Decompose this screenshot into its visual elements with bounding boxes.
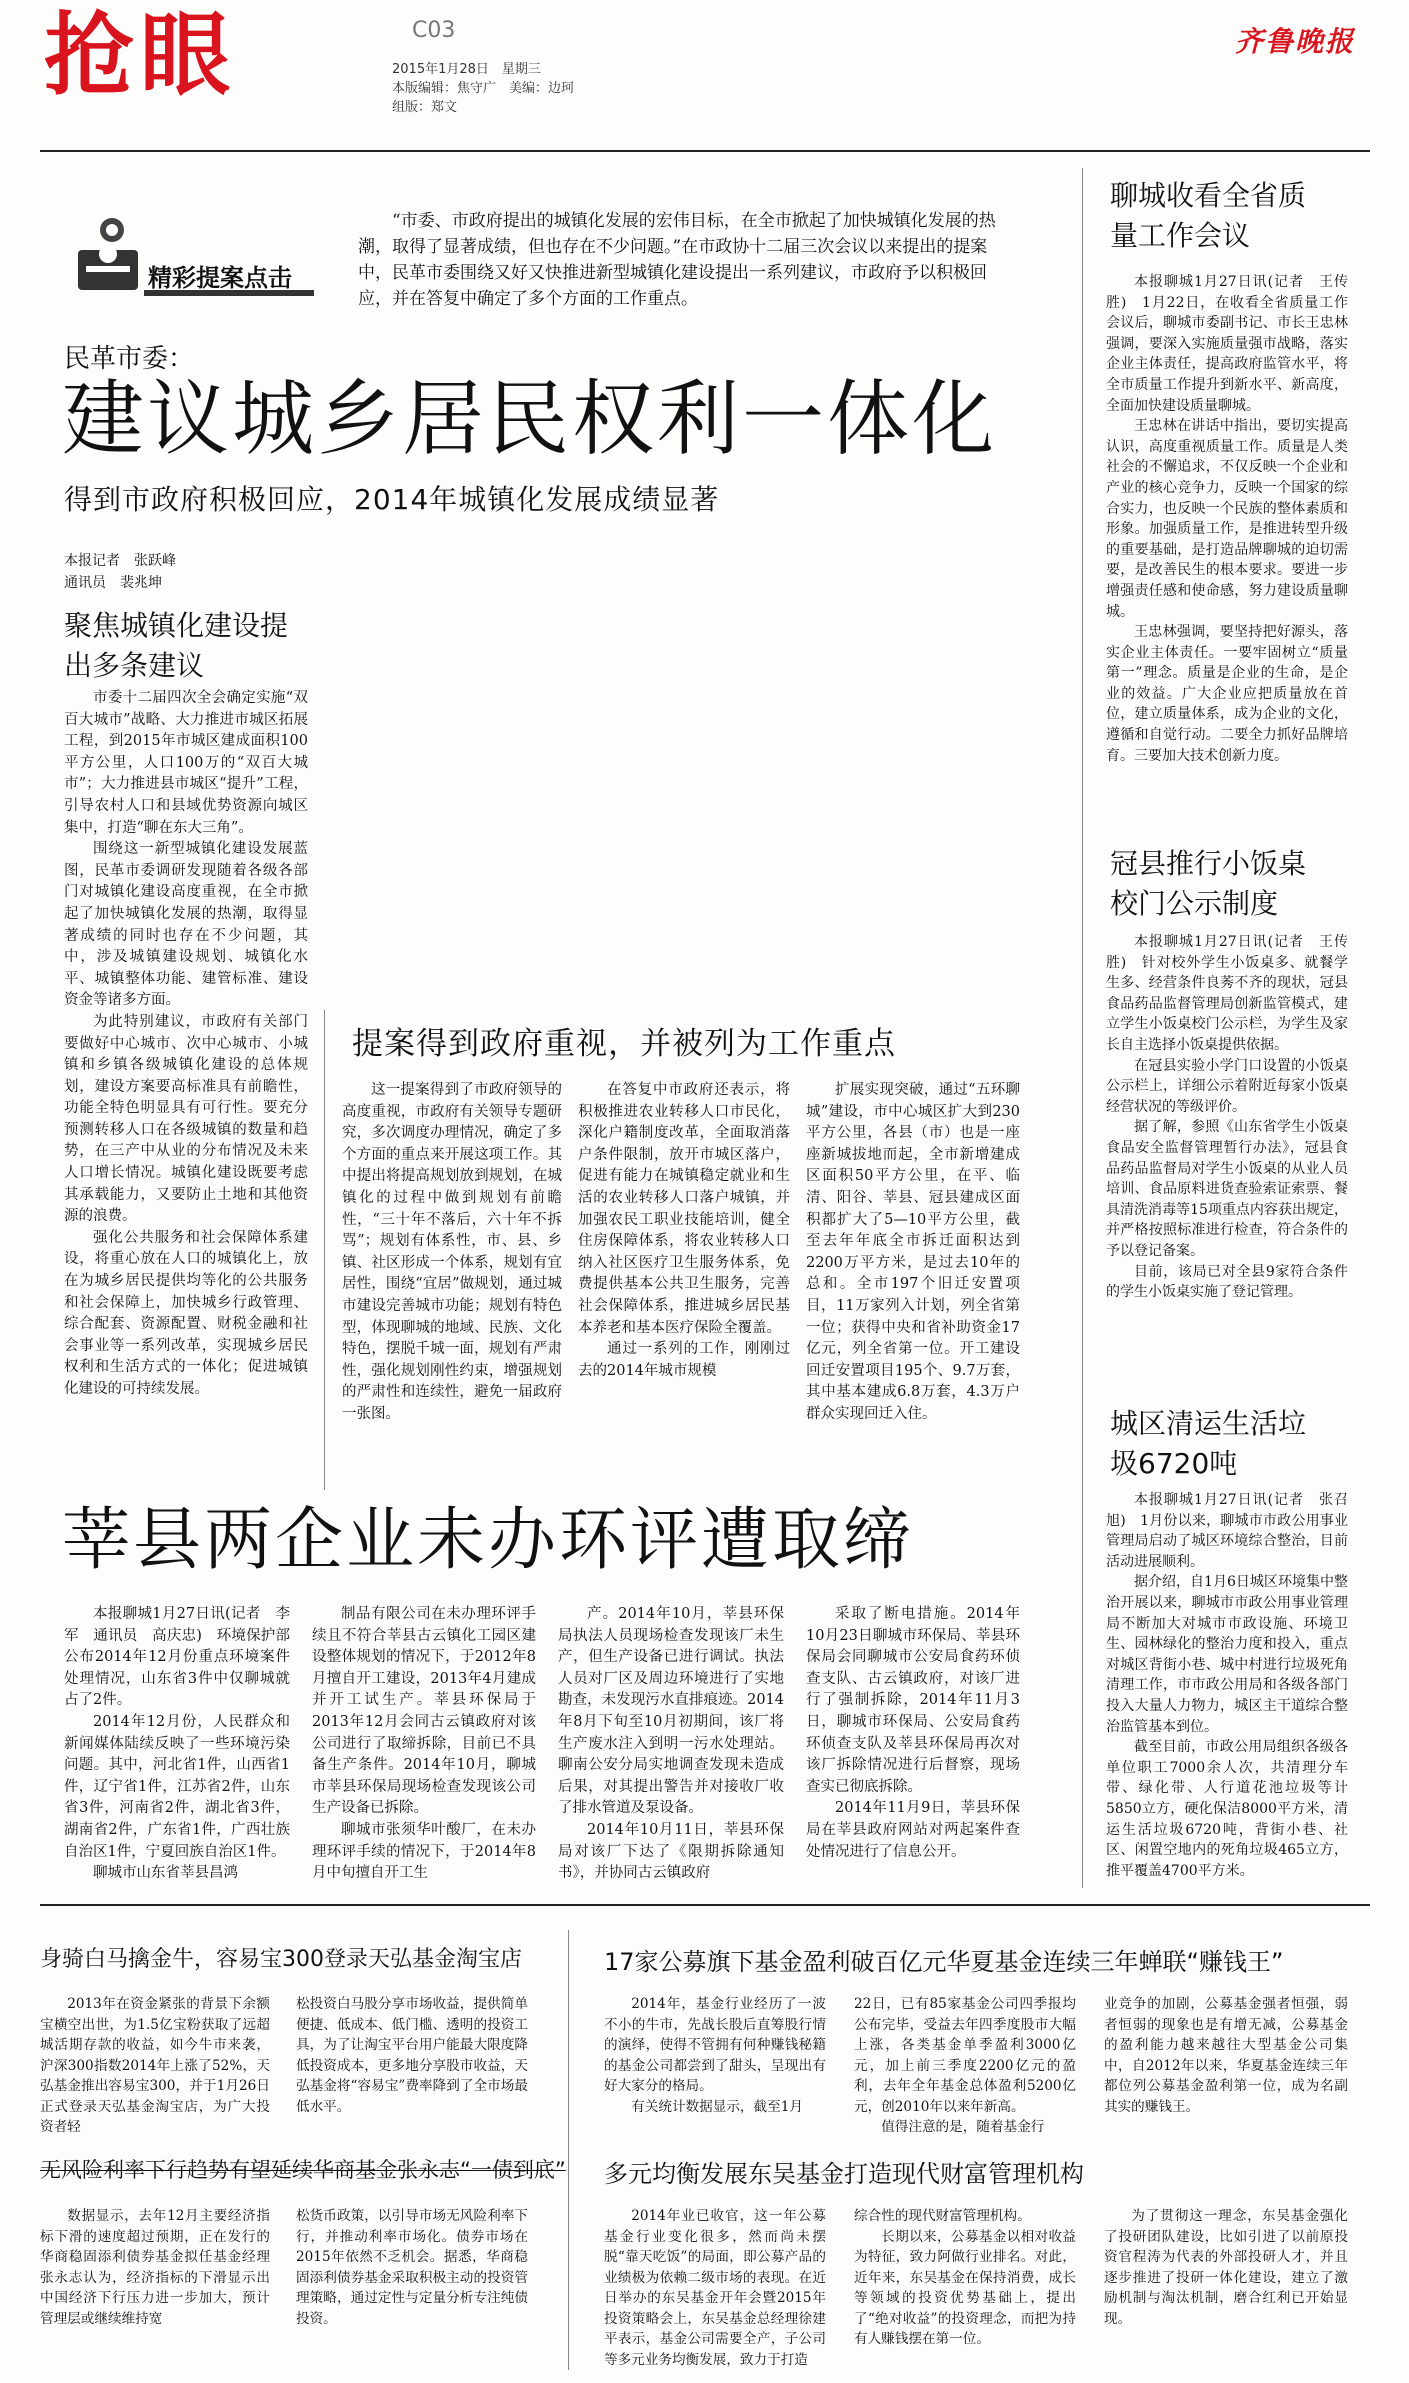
masthead-rule [40,150,1370,152]
finance-title-b: 17家公募旗下基金盈利破百亿元华夏基金连续三年蝉联“赚钱王” [604,1948,1284,1976]
byline-correspondent: 通讯员 裴兆坤 [64,575,162,591]
paragraph: 业竞争的加剧，公募基金强者恒强，弱者恒弱的现象也是有增无减，公募基金的盈利能力越来越往大型基金公司集中，自2012年以来，华夏基金连续三年都位列公募基金盈利第一位，成为名副其实的赚钱王。 [1104,1996,1348,2115]
sidebar-item-body [1106,272,1348,832]
feature-col-3 [578,1080,790,1470]
paragraph: 有关统计数据显示，截至1月 [631,2098,803,2115]
paragraph: 本报聊城1月27日讯(记者 李军 通讯员 高庆忠) 环境保护部公布2014年12月份重点环境案件处理情况，山东省3件中仅聊城就占了2件。 [64,1606,290,1709]
finance-text-b3 [1104,1994,1348,2144]
paragraph: 2014年10月11日，莘县环保局对该厂下达了《限期拆除通知书》，并协同古云镇政府 [558,1821,784,1882]
paragraph: 在答复中市政府还表示，将积极推进农业转移人口市民化，深化户籍制度改革，全面取消落户条件限制，放开市城区落户，促进有能力在城镇稳定就业和生活的农业转移人口落户城镇，并加强农民工职业技能培训，健全住房保障体系，将农业转移人口纳入社区医疗卫生服务体系，免费提供基本公共卫生服务，完善社会保障体系，推进城乡居民基本养老和基本医疗保险全覆盖。 [578,1082,790,1336]
finance-title-c: 无风险利率下行趋势有望延续华商基金张永志“一债到底” [40,2158,566,2182]
finance-text-d3 [1104,2206,1348,2366]
section-heading-1: 聚焦城镇化建设提出多条建议 [64,609,289,682]
finance-title-d: 多元均衡发展东吴基金打造现代财富管理机构 [604,2160,1084,2188]
badge-label: 精彩提案点击 [148,264,292,292]
paragraph: 围绕这一新型城镇化建设发展蓝图，民革市委调研发现随着各级各部门对城镇化建设高度重视，在全市掀起了加快城镇化发展的热潮，取得显著成绩的同时也存在不少问题，其中，涉及城镇建设规划、城镇化水平、城镇整体功能、建管标准、建设资金等诸多方面。 [64,841,308,1009]
paper-name: 齐鲁晚报 [1234,25,1355,58]
paragraph: 2014年业已收官，这一年公募基金行业变化很多，然而尚未摆脱“靠天吃饭”的局面，即公募产品的业绩极为依赖二级市场的表现。在近日举办的东吴基金开年会暨2015年投资策略会上，东吴基金总经理徐建平表示，基金公司需要全产，子公司等多元业务均衡发展，致力于打造 [604,2208,826,2368]
paragraph: 据介绍，自1月6日城区环境集中整治开展以来，聊城市市政公用事业管理局不断加大对城市市政设施、环境卫生、园林绿化的整治力度和投入，重点对城区背街小巷、城中村进行垃圾死角清理工作，市市政公用局和各级各部门投入大量人力物力，城区主干道综合整治监管基本到位。 [1106,1574,1348,1735]
paragraph: 采取了断电措施。2014年10月23日聊城市环保局、莘县环保局会同聊城市公安局食药环侦查支队、古云镇政府，对该厂进行了强制拆除，2014年11月3日，聊城市环保局、公安局食药环侦查支队及莘县环保局再次对该厂拆除情况进行后督察，现场查实已彻底拆除。 [806,1606,1020,1795]
sidebar-item-body [1106,932,1348,1410]
finance-text-b1 [604,1994,826,2144]
column-divider [568,1930,569,2370]
sidebar-item-title: 城区清运生活垃圾6720吨 [1110,1407,1307,1480]
section-title: 抢眼 [44,3,236,108]
paragraph: 本报聊城1月27日讯(记者 张召旭) 1月份以来，聊城市市政公用事业管理局启动了城区环境综合整治，目前活动进展顺利。 [1106,1492,1348,1570]
paragraph: 2014年11月9日，莘县环保局在莘县政府网站对两起案件查处情况进行了信息公开。 [806,1800,1020,1860]
paragraph: 数据显示，去年12月主要经济指标下滑的速度超过预期，正在发行的华商稳固添利债券基金拟任基金经理张永志认为，经济指标的下滑显示出中国经济下行压力进一步加大，预计管理层或继续维持宽 [40,2208,270,2327]
paragraph: 2014年12月份，人民群众和新闻媒体陆续反映了一些环境污染问题。其中，河北省1件，山西省1件，辽宁省1件，江苏省2件，山东省3件，河南省2件，湖北省3件，湖南省2件，广东省1件，广西壮族自治区1件，宁夏回族自治区1件。 [64,1713,290,1860]
paragraph: 为此特别建议，市政府有关部门要做好中心城市、次中心城市、小城镇和乡镇各级城镇化建设的总体规划，建设方案要高标准具有前瞻性，功能全特色明显具有可行性。要充分预测转移人口在各级城镇的数量和趋势，在三产中从业的分布情况及未来人口增长情况。城镇化建设既要考虑其承载能力，又要防止土地和其他资源的浪费。 [64,1013,308,1225]
lead-paragraph: “市委、市政府提出的城镇化发展的宏伟目标，在全市掀起了加快城镇化发展的热潮，取得了显著成绩，但也存在不少问题。”在市政协十二届三次会议以来提出的提案中，民革市委围绕又好又快推进新型城镇化建设提出一系列建议，市政府予以积极回应，并在答复中确定了多个方面的工作重点。 [358,211,996,309]
paragraph: 目前，该局已对全县9家符合条件的学生小饭桌实施了登记管理。 [1106,1263,1348,1301]
byline [64,550,176,594]
paragraph: 聊城市山东省莘县昌鸿 [93,1865,238,1882]
paragraph: 2013年在资金紧张的背景下余额宝横空出世，为1.5亿宝粉获取了远超城活期存款的收益，如今牛市来袭，沪深300指数2014年上涨了52%，天弘基金推出容易宝300，并于1月26日正式登录天弘基金淘宝店，为广大投资者轻 [40,1996,270,2135]
proposal-badge [64,214,314,298]
section-logo [44,3,332,112]
paragraph: 值得注意的是，随着基金行 [881,2119,1045,2135]
paragraph: 22日，已有85家基金公司四季报均公布完毕，受益去年四季度股市大幅上涨，各类基金单季盈利3000亿元，加上前三季度2200亿元的盈利，去年全年基金总体盈利5200亿元，创2010年以来年新高。 [854,1996,1076,2115]
editor-line: 本版编辑：焦守广 美编：边珂 [392,81,575,96]
paragraph: 长期以来，公募基金以相对收益为特征，致力阿做行业排名。对此，近年来，东吴基金在保持消费，成长等领域的投资优势基础上，提出了“绝对收益”的投资理念，而把为持有人赚钱摆在第一位。 [854,2228,1076,2347]
paragraph: 通过一系列的工作，刚刚过去的2014年城市规模 [578,1341,790,1379]
feature-col-4 [806,1080,1020,1470]
sidebar-divider [1082,168,1083,1888]
finance-text-c2 [296,2206,528,2366]
finance-title-a: 身骑白马擒金牛，容易宝300登录天弘基金淘宝店 [40,1947,522,1972]
paragraph: 综合性的现代财富管理机构。 [854,2208,1031,2224]
paragraph: 王忠林强调，要坚持把好源头，落实企业主体责任。一要牢固树立“质量第一”理念。质量是企业的生命，是企业的效益。广大企业应把质量放在首位，建立质量体系，成为企业的文化，遵循和自觉行动。二要全力抓好品牌培育。三要加大技术创新力度。 [1106,624,1348,764]
finance-text-a1 [40,1994,270,2144]
paragraph: 2014年，基金行业经历了一波不小的牛市，先战长股后直筹股行情的演绎，使得不管拥有何种赚钱秘籍的基金公司都尝到了甜头，呈现出有好大家分的格局。 [604,1996,826,2094]
paragraph: 制品有限公司在未办理环评手续且不符合莘县古云镇化工园区建设整体规划的情况下，于2012年8月擅自开工建设，2013年4月建成并开工试生产。莘县环保局于2013年12月会同古云镇政府对该公司进行了取缔拆除，目前已不具备生产条件。2014年10月，聊城市莘县环保局现场检查发现该公司生产设备已拆除。 [312,1606,536,1817]
sidebar-item-title: 冠县推行小饭桌校门公示制度 [1110,847,1307,920]
section-heading-2: 提案得到政府重视，并被列为工作重点 [352,1026,896,1062]
news2-col-3 [558,1604,784,1882]
paragraph: 强化公共服务和社会保障体系建设，将重心放在人口的城镇化上，放在为城乡居民提供均等化的公共服务和社会保障上，加快城乡行政管理、综合配套、资源配置、财税金融和社会事业等一系列改革，实现城乡居民权利和生活方式的一体化；促进城镇化建设的可持续发展。 [64,1229,308,1397]
feature-col-2 [342,1080,562,1470]
proof-line: 组版：郑文 [392,100,458,115]
finance-text-d2 [854,2206,1076,2366]
date-line: 2015年1月28日 星期三 [392,62,541,77]
sidebar-item-body [1106,1490,1348,1880]
paragraph: 在冠县实验小学门口设置的小饭桌公示栏上，详细公示着附近每家小饭桌经营状况的等级评价。 [1106,1057,1348,1115]
page-meta [392,60,574,117]
paragraph: 王忠林在讲话中指出，要切实提高认识，高度重视质量工作。质量是人类社会的不懈追求，不仅反映一个企业和产业的核心竞争力，反映一个国家的综合实力，也反映一个民族的整体素质和形象。加强质量工作，是推进转型升级的重要基础，是打造品牌聊城的迫切需要，是改善民生的根本要求。要进一步增强责任感和使命感，努力建设质量聊城。 [1106,418,1348,620]
paragraph: 本报聊城1月27日讯(记者 王传胜) 1月22日，在收看全省质量工作会议后，聊城市委副书记、市长王忠林强调，要深入实施质量强市战略，落实企业主体责任，提高政府监管水平，将全市质量工作提升到新水平、新高度，全面加快建设质量聊城。 [1106,274,1348,414]
news2-col-1 [64,1604,290,1882]
news2-col-2 [312,1604,536,1882]
sidebar-item-title: 聊城收看全省质量工作会议 [1110,179,1307,252]
main-headline: 建议城乡居民权利一体化 [62,372,998,467]
paragraph: 这一提案得到了市政府领导的高度重视，市政府有关领导专题研究，多次调度办理情况，确定了多个方面的重点来开展这项工作。其中提出将提高规划放到规划，在城镇化的过程中做到规划有前瞻性，“三十年不落后，六十年不拆骂”；规划有体系性，市、县、乡镇、社区形成一个体系，规划有宜居性，围绕“宜居”做规划，通过城市建设完善城市功能；规划有特色型，体现聊城的地域、民族、文化特色，摆脱千城一面，规划有严肃性，强化规划刚性约束，增强规划的严肃性和连续性，避免一届政府一张图。 [342,1082,562,1422]
paragraph: 松货币政策，以引导市场无风险利率下行，并推动利率市场化。债券市场在2015年依然不乏机会。据悉，华商稳固添利债券基金采取积极主动的投资管理策略，通过定性与定量分析专注纯债投资。 [296,2208,528,2327]
news2-col-4 [806,1604,1020,1872]
paragraph: 本报聊城1月27日讯(记者 王传胜) 针对校外学生小饭桌多、就餐学生多、经营条件良莠不齐的现状，冠县食品药品监督管理局创新监管模式，建立学生小饭桌校门公示栏，为学生及家长自主选择小饭桌提供依据。 [1106,934,1348,1053]
paragraph: 松投资白马股分享市场收益，提供简单便捷、低成本、低门槛、透明的投资工具，为了让淘宝平台用户能最大限度降低投资成本，更多地分享股市收益，天弘基金将“容易宝”费率降到了全市场最低水平。 [296,1996,528,2115]
paragraph: 产。2014年10月，莘县环保局执法人员现场检查发现该厂未生产，但生产设备已进行调试。执法人员对厂区及周边环境进行了实地勘查，未发现污水直排痕迹。2014年8月下旬至10月初期间，该厂将生产废水注入到明一污水处理站。聊南公安分局实地调查发现未造成后果，对其提出警告并对接收厂收了排水管道及泵设备。 [558,1606,784,1817]
paragraph: 截至目前，市政公用局组织各级各单位职工7000余人次，共清理分车带、绿化带、人行道花池垃圾等计5850立方，硬化保洁8000平方米，清运生活垃圾6720吨，背街小巷、社区、闲置空地内的死角垃圾465立方，推平覆盖4700平方米。 [1106,1739,1348,1879]
bottom-rule [40,1904,1370,1906]
subheadline: 得到市政府积极回应，2014年城镇化发展成绩显著 [64,483,720,516]
column-divider [324,1010,325,1490]
finance-text-d1 [604,2206,826,2366]
news2-headline: 莘县两企业未办环评遭取缔 [62,1501,915,1580]
feature-col-1 [64,688,308,1488]
byline-reporter: 本报记者 张跃峰 [64,553,176,569]
page-code: C03 [412,18,456,43]
finance-text-c1 [40,2206,270,2366]
kicker: 民革市委： [64,344,195,374]
paragraph: 扩展实现突破，通过“五环聊城”建设，市中心城区扩大到230平方公里，各县（市）也是一座座新城拔地而起，全市新增建成区面积50平方公里，在平、临清、阳谷、莘县、冠县建成区面积都扩大了5—10平方公里，截至去年年底全市拆迁面积达到2200万平方米，是过去10年的总和。全市197个旧迁安置项目，11万家列入计划，列全省第一位；获得中央和省补助资金17亿元，列全省第一位。开工建设回迁安置项目195个、9.7万套，其中基本建成6.8万套，4.3万户群众实现回迁入住。 [806,1082,1020,1422]
paragraph: 市委十二届四次全会确定实施“双百大城市”战略、大力推进市城区拓展工程，到2015年市城区建成面积100平方公里，人口100万的“双百大城市”；大力推进县市城区“提升”工程，引导农村人口和县域优势资源向城区集中，打造“聊在东大三角”。 [64,690,308,836]
paragraph: 据了解，参照《山东省学生小饭桌食品安全监督管理暂行办法》，冠县食品药品监督局对学生小饭桌的从业人员培训、食品原料进货查验索证索票、餐具清洗消毒等15项重点内容获出规定，并严格按照标准进行检查，符合条件的予以登记备案。 [1106,1119,1348,1259]
paragraph: 聊城市张须华叶酸厂，在未办理环评手续的情况下，于2014年8月中旬擅自开工生 [312,1821,536,1882]
speaker-icon [64,214,148,298]
paragraph: 为了贯彻这一理念，东吴基金强化了投研团队建设，比如引进了以前原投资官程涛为代表的外部投研人才，并且逐步推进了投研一体化建设，建立了激励机制与淘汰机制，磨合红利已开始显现。 [1104,2208,1348,2327]
finance-text-a2 [296,1994,528,2144]
finance-text-b2 [854,1994,1076,2144]
